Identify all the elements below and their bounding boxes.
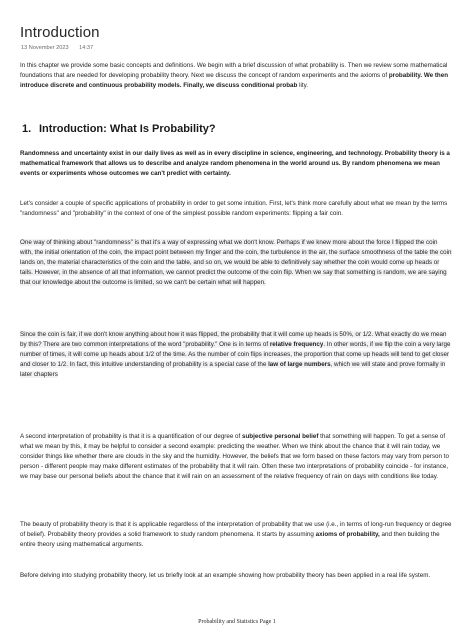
section-heading [22,123,216,135]
p4-bold-relative-frequency: relative frequency [269,340,324,348]
paragraph-randomness-definition-text: One way of thinking about "randomness" is that it's a way of expressing what we don't know. Perhaps if we knew more about the force I flipped the coin with, the initial orientation of the coin, the impact point between my finger and the coin, the turbulence in the air, the surface smoothness of the table the coin lands on, the material characteristics of the coin and the table, and so on, we would be able to definitively say whether the coin would come up heads or tails. However, in the absence of all that information, we cannot predict the outcome of the coin flip. When we say that something is random, we are saying that our knowledge about the outcome is limited, so we can't be certain what will happen. [20,239,452,286]
p6-bold-axioms: axioms of probability, [315,530,380,538]
paragraph-randomness: Randomness and uncertainty exist in our daily lives as well as in every discipline in science, engineering, and technology. Probability theory is a mathematical framework that allows us to describe and analyze random phenomena in the world around us. By random phenomena we mean events or experiments whose outcomes we can't predict with certainty. [20,150,450,177]
p6-text-2: and then building the entire theory using mathematical arguments. [20,530,440,548]
p4-text-1: Since the coin is fair, if we don't know anything about how it was flipped, the probability that it will come up heads is 50%, or 1/2. What exactly do we mean by this? There are two common interpretations of the word "probability." One is in terms of [20,331,447,348]
page-footer: Probability and Statistics Page 1 [198,619,276,625]
paragraph-beauty-of-theory [20,520,452,550]
section-heading-text: Introduction: What Is Probability? [39,123,216,135]
paragraph-coin-intro: Let's consider a couple of specific applications of probability in order to get some intuition. First, let's think more carefully about what we mean by the terms "randomness" and "probability" in the context of one of the simplest possible random experiments: flipping a fair coin. [20,200,448,217]
p6-text-1: The beauty of probability theory is that it is applicable regardless of the interpretation of probability that we use (i.e., in terms of long-run frequency or degree of belief). Probability theory provides a solid framework to study random phenomena. It starts by assuming [20,521,452,538]
p5-text-2: that something will happen. To get a sense of what we mean by this, it may be helpful to consider a second example: predicting the weather. When we think about the chance that it will rain today, we consider things like whether there are clouds in the sky and the humidity. However, the beliefs that we form based on these factors may vary from person to person - different people may make different estimates of the probability that it will rain. Often these two interpretations of probability coincide - for instance, we may base our personal beliefs about the chance that it will rain on an assessment of the relative frequency of rain on days with conditions like today. [20,433,449,480]
intro-bold-text: probability. We then introduce discrete and continuous probability models. Finally, we discuss conditional probab [20,71,449,89]
page-meta [21,45,93,51]
intro-text-2: lity. [297,81,309,89]
p5-bold-subjective-belief: subjective personal belief [242,433,319,440]
page-title: Introduction [20,24,100,41]
section-number: 1. [22,123,32,135]
page-time: 14:37 [79,45,94,51]
p5-text-1: A second interpretation of probability is that it is a quantification of our degree of [20,433,243,440]
p4-text-2: . In other words, if we flip the coin a very large number of times, it will come up heads about 1/2 of the time. As the number of coin flips increases, the proportion that come up heads will tend to get closer and closer to 1/2. In fact, this intuitive understanding of probability is a special case of the [20,340,451,368]
paragraph-randomness-definition [20,238,452,288]
paragraph-relative-frequency [20,330,452,380]
intro-text-1: In this chapter we provide some basic concepts and definitions. We begin with a brief discussion of what probability is. Then we review some mathematical foundations that are needed for developing probability theory. Next we discuss the concept of random experiments and the axioms of [20,62,448,79]
page-date: 13 November 2023 [21,45,69,51]
p4-text-3: , which we will state and prove formally in later chapters [20,360,446,378]
p4-bold-law-of-large-numbers: law of large numbers [268,360,331,368]
paragraph-before-delving: Before delving into studying probability theory, let us briefly look at an example showing how probability theory has been applied in a real life system. [20,572,431,579]
intro-paragraph [20,61,452,91]
paragraph-subjective-belief [20,432,452,482]
